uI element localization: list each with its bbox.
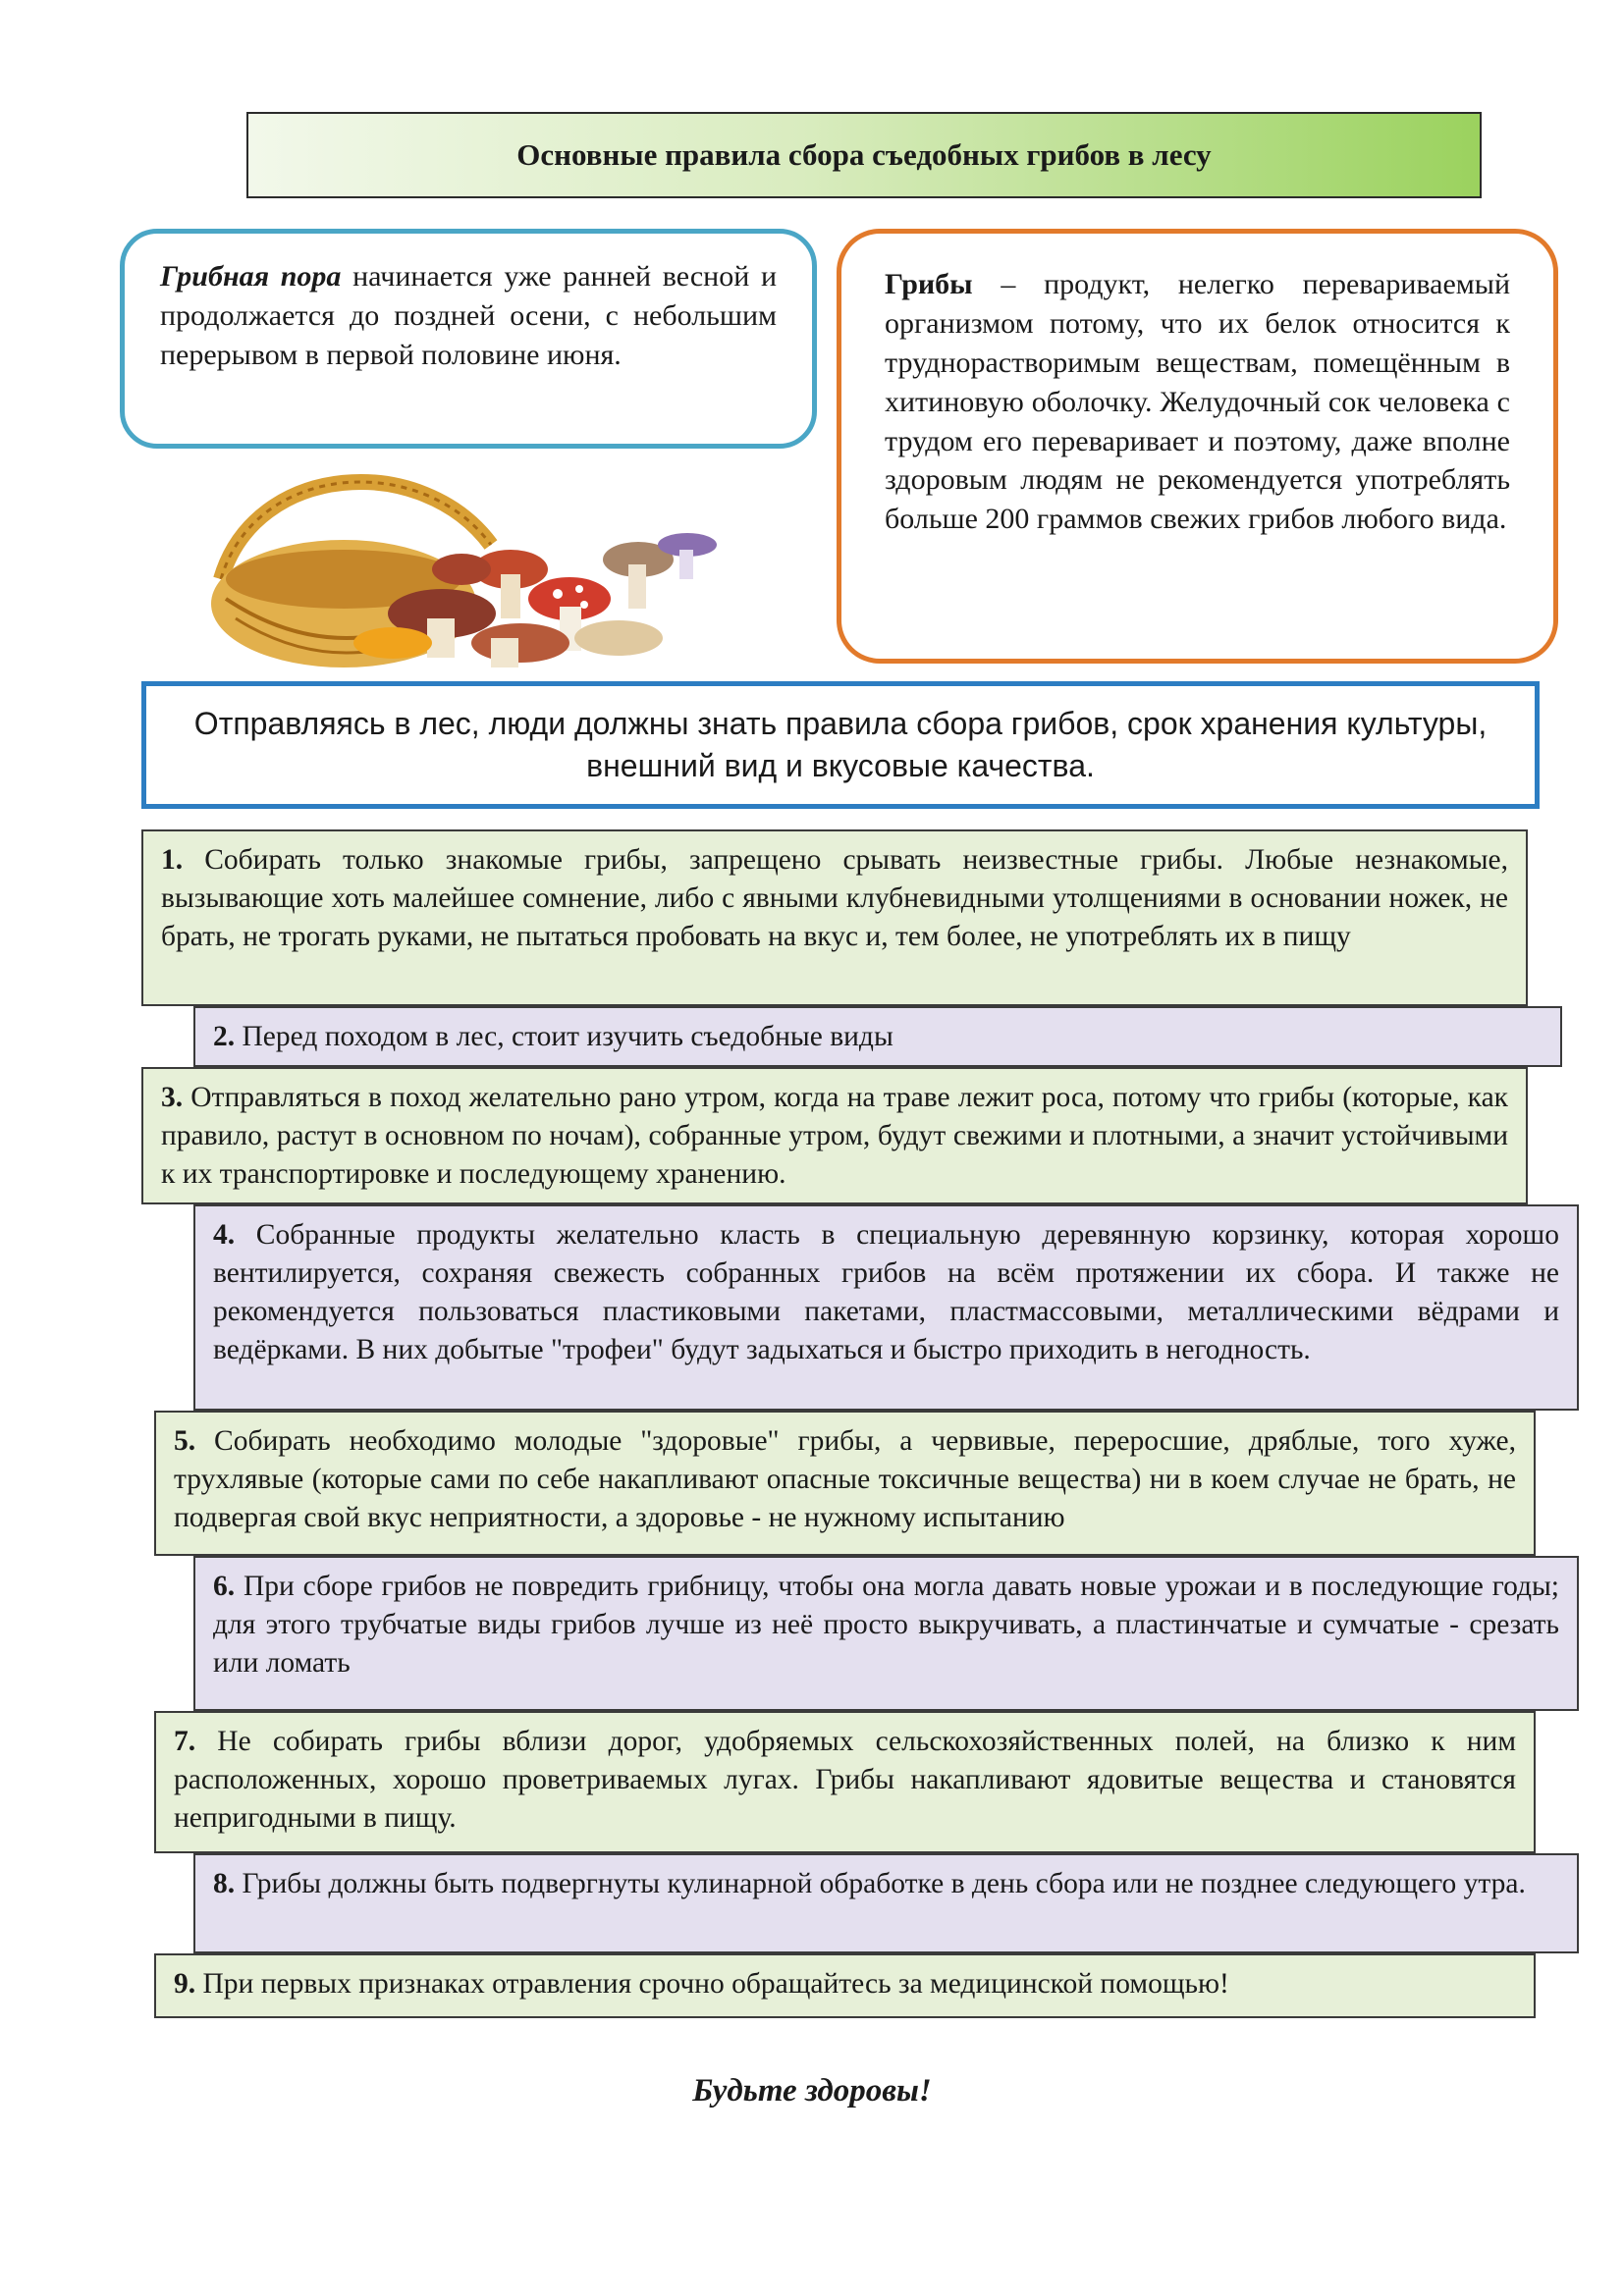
rule-number: 2.	[213, 1021, 236, 1052]
digest-lead: Грибы	[885, 268, 973, 300]
rule-number: 1.	[161, 844, 184, 876]
rule-item-1	[141, 829, 1528, 1006]
rule-item-4	[193, 1204, 1579, 1411]
rule-item-5	[154, 1411, 1536, 1556]
rule-text: Не собирать грибы вблизи дорог, удобряемых сельскохозяйственных полей, на близко к ним расположенных, хорошо проветриваемых лугах. Грибы накапливают ядовитые вещества и становятся непригодными в пищу.	[174, 1726, 1516, 1834]
digest-text: – продукт, нелегко перевариваемый организмом потому, что их белок относится к труднорастворимым веществам, помещённым в хитиновую оболочку. Желудочный сок человека с трудом его переваривает и поэтому, даже вполне здоровым людям не рекомендуется употреблять больше 200 граммов свежих грибов любого вида.	[885, 268, 1510, 536]
rule-number: 9.	[174, 1968, 196, 2000]
rule-number: 7.	[174, 1726, 196, 1757]
rule-item-2	[193, 1006, 1562, 1067]
intro-box: Отправляясь в лес, люди должны знать правила сбора грибов, срок хранения культуры, внешний вид и вкусовые качества.	[141, 681, 1540, 809]
rule-text: Собирать только знакомые грибы, запрещено срывать неизвестные грибы. Любые незнакомые, вызывающие хоть малейшее сомнение, либо с явными клубневидными утолщениями в основании ножек, не брать, не трогать руками, не пытаться пробовать на вкус и, тем более, не употреблять их в пищу	[161, 844, 1508, 952]
rule-text: Грибы должны быть подвергнуты кулинарной обработке в день сбора или не позднее следующего утра.	[235, 1868, 1526, 1899]
season-text: начинается уже ранней весной и продолжается до поздней осени, с небольшим перерывом в первой половине июня.	[160, 260, 777, 371]
rule-item-6	[193, 1556, 1579, 1711]
rule-number: 3.	[161, 1082, 184, 1113]
digestion-info-box	[837, 229, 1558, 664]
rule-number: 5.	[174, 1425, 196, 1457]
mushroom-season-box	[120, 229, 817, 449]
rule-number: 8.	[213, 1868, 236, 1899]
rule-text: При сборе грибов не повредить грибницу, чтобы она могла давать новые урожаи и в последующие годы; для этого трубчатые виды грибов лучше из неё просто выкручивать, а пластинчатые и сумчатые - срезать или ломать	[213, 1571, 1559, 1679]
rule-item-7	[154, 1711, 1536, 1853]
rule-number: 4.	[213, 1219, 236, 1251]
page-title: Основные правила сбора съедобных грибов в лесу	[246, 112, 1482, 198]
closing-wish: Будьте здоровы!	[692, 2073, 932, 2109]
rule-item-3	[141, 1067, 1528, 1204]
mushroom-basket-illustration	[196, 452, 746, 687]
rule-text: Собранные продукты желательно класть в специальную деревянную корзинку, которая хорошо вентилируется, сохраняя свежесть собранных грибов на всём протяжении их сбора. И также не рекомендуется пользоваться пластиковыми пакетами, пластмассовыми, металлическими вёдрами и ведёрками. В них добытые "трофеи" будут задыхаться и быстро приходить в негодность.	[213, 1219, 1559, 1365]
rule-number: 6.	[213, 1571, 236, 1602]
rule-text: Собирать необходимо молодые "здоровые" грибы, а червивые, переросшие, дряблые, того хуже, трухлявые (которые сами по себе накапливают опасные токсичные вещества) ни в коем случае не брать, не подвергая свой вкус неприятности, а здоровье - не нужному испытанию	[174, 1425, 1516, 1533]
rule-item-9	[154, 1953, 1536, 2018]
rule-text: При первых признаках отравления срочно обращайтесь за медицинской помощью!	[195, 1968, 1229, 2000]
rule-text: Отправляться в поход желательно рано утром, когда на траве лежит роса, потому что грибы (которые, как правило, растут в основном по ночам), собранные утром, будут свежими и плотными, а значит устойчивыми к их транспортировке и последующему хранению.	[161, 1082, 1508, 1190]
rule-text: Перед походом в лес, стоит изучить съедобные виды	[235, 1021, 893, 1052]
rule-item-8	[193, 1853, 1579, 1953]
season-lead: Грибная пора	[160, 260, 342, 293]
